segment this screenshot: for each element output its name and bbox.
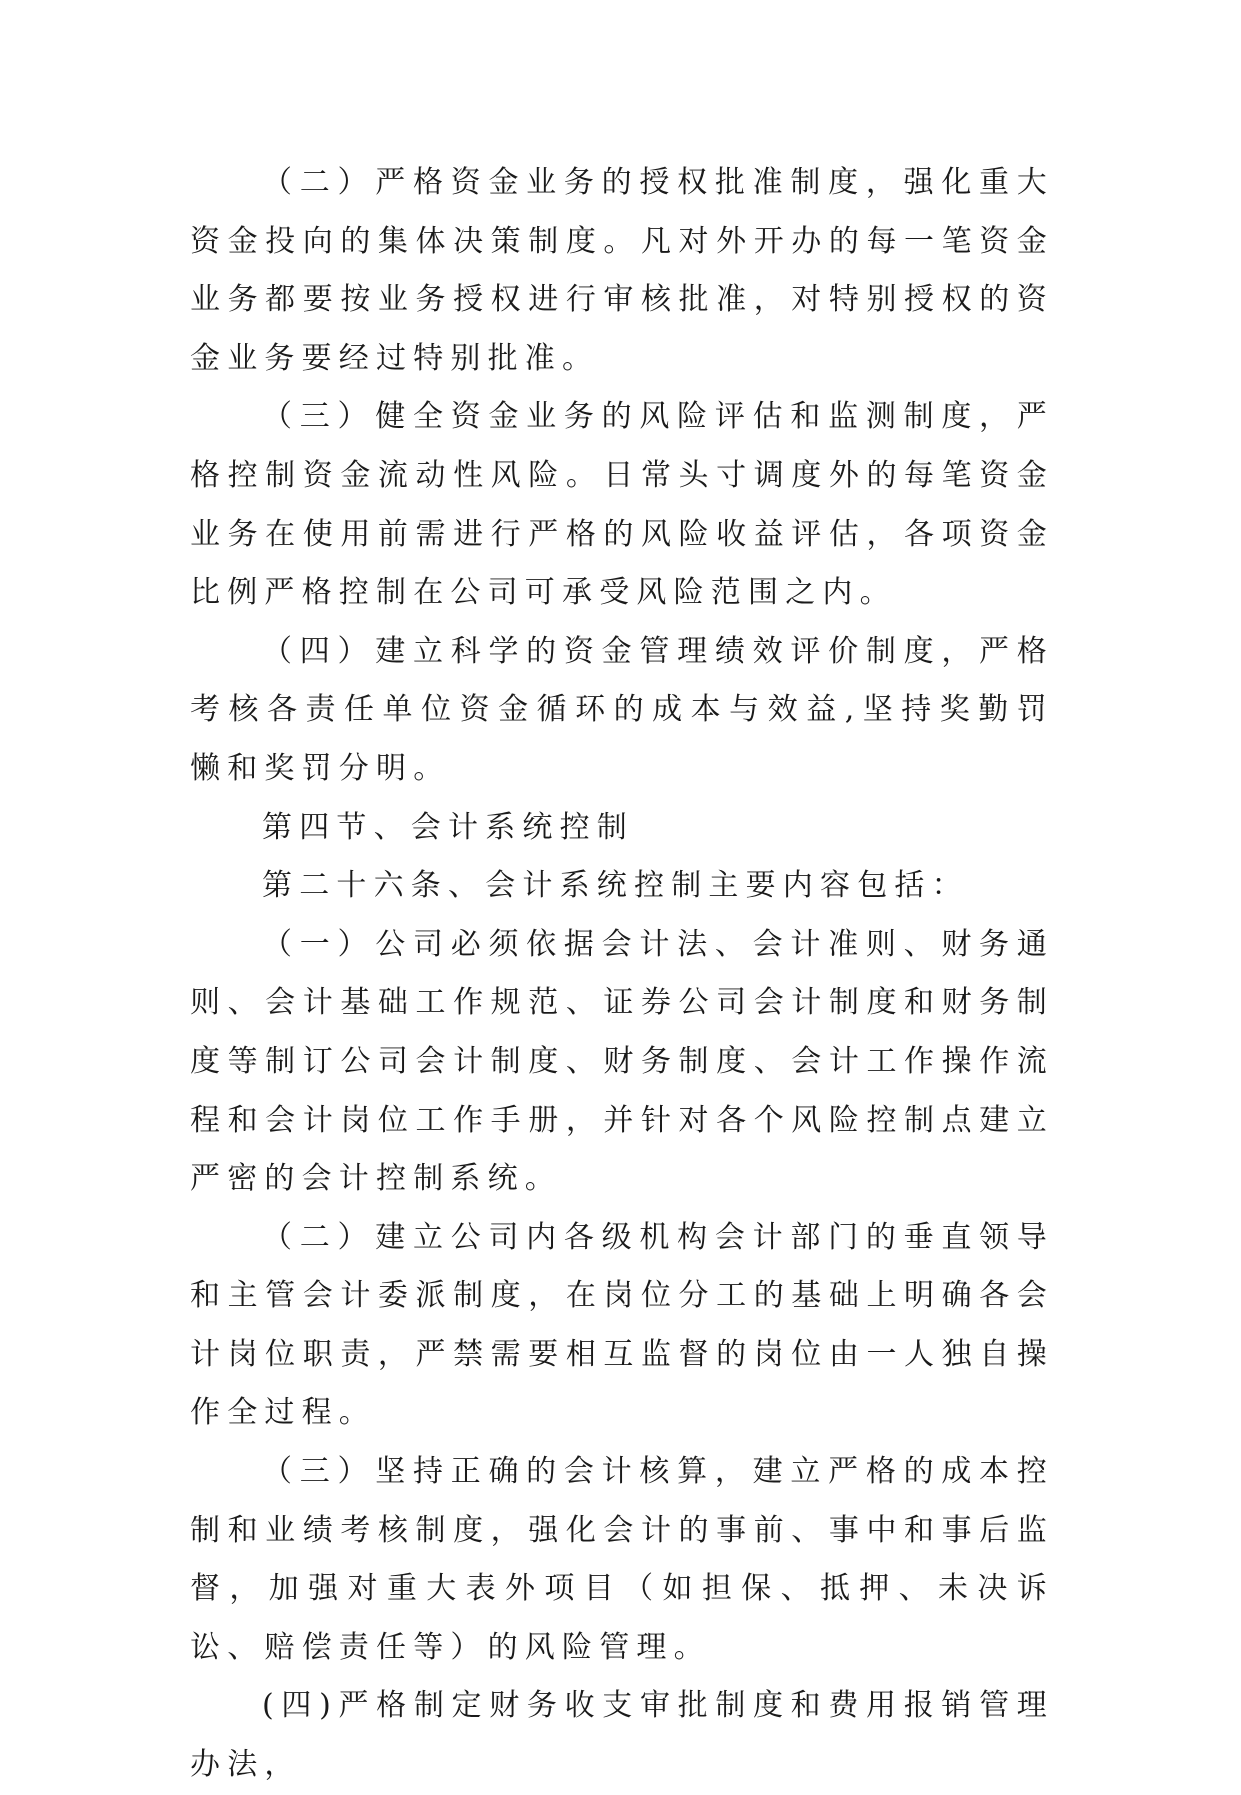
paragraph-fund-authorization: （二）严格资金业务的授权批准制度，强化重大资金投向的集体决策制度。凡对外开办的每一笔资金业务都要按业务授权进行审核批准，对特别授权的资金业务要经过特别批准。 <box>190 165 1054 376</box>
article-heading: 第二十六条、会计系统控制主要内容包括： <box>262 868 969 904</box>
section-heading: 第四节、会计系统控制 <box>262 809 634 845</box>
paragraph-fund-risk-assessment: （三）健全资金业务的风险评估和监测制度，严格控制资金流动性风险。日常头寸调度外的每笔资金业务在使用前需进行严格的风险收益评估，各项资金比例严格控制在公司可承受风险范围之内。 <box>190 399 1054 611</box>
paragraph-fund-performance-evaluation: （四）建立科学的资金管理绩效评价制度，严格考核各责任单位资金循环的成本与效益,坚持奖勤罚懒和奖罚分明。 <box>190 633 1054 786</box>
document-body <box>190 154 1054 1795</box>
paragraph-accounting-cost-control: （三）坚持正确的会计核算，建立严格的成本控制和业绩考核制度，强化会计的事前、事中和事后监督，加强对重大表外项目（如担保、抵押、未决诉讼、赔偿责任等）的风险管理。 <box>190 1454 1054 1665</box>
paragraph-accounting-system: （一）公司必须依据会计法、会计准则、财务通则、会计基础工作规范、证券公司会计制度和财务制度等制订公司会计制度、财务制度、会计工作操作流程和会计岗位工作手册，并针对各个风险控制点建立严密的会计控制系统。 <box>190 926 1054 1197</box>
paragraph-accounting-supervision: （二）建立公司内各级机构会计部门的垂直领导和主管会计委派制度，在岗位分工的基础上明确各会计岗位职责，严禁需要相互监督的岗位由一人独自操作全过程。 <box>190 1219 1054 1431</box>
paragraph-expense-approval: (四)严格制定财务收支审批制度和费用报销管理办法， <box>190 1688 1054 1783</box>
